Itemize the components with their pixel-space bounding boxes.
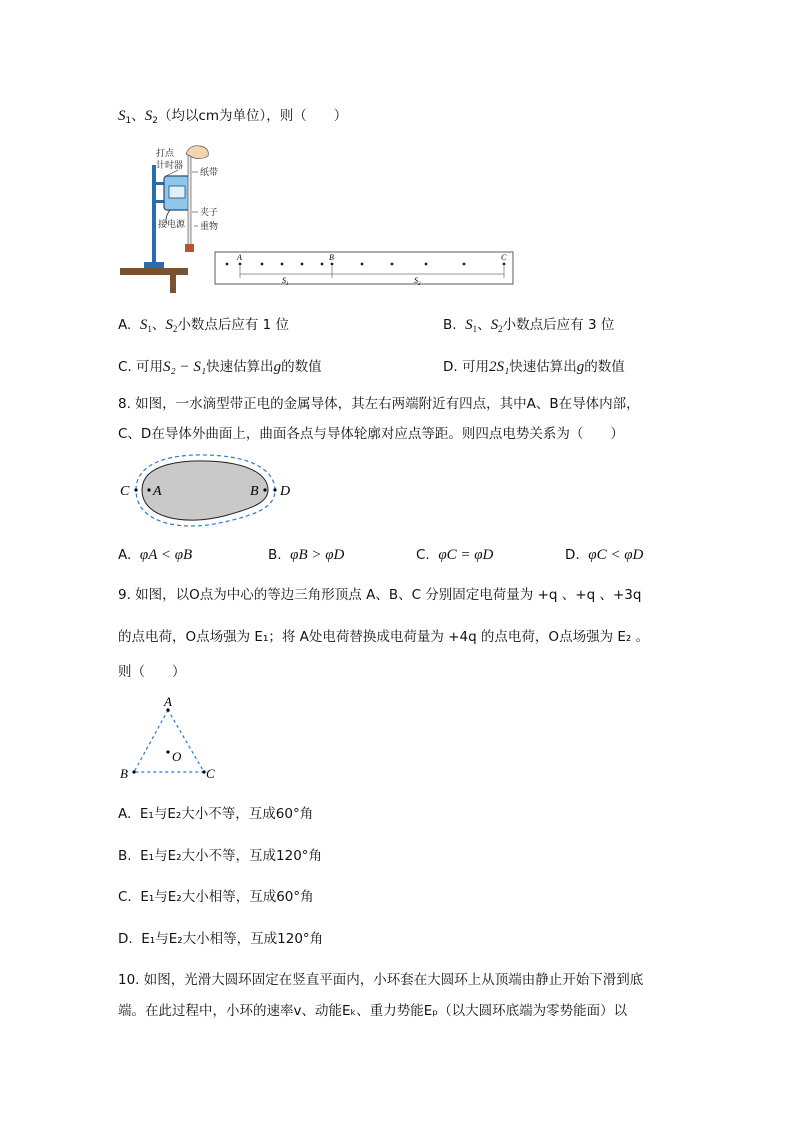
q9-stem-line3: 则（ ） xyxy=(118,664,186,680)
sub-1: 1 xyxy=(147,324,152,334)
tape-dot xyxy=(361,263,364,266)
option-text: E₁与E₂大小相等，互成60°角 xyxy=(140,889,314,905)
q7-option-a[interactable]: A. $S_1$、$S_2$小数点后应有 1 位 xyxy=(118,317,290,334)
q8-stem-line2: C、D在导体外曲面上，曲面各点与导体轮廓对应点等距。则四点电势关系为（ ） xyxy=(118,426,624,442)
label-timer-line1: 打点 xyxy=(156,149,175,159)
label-power: 接电源 xyxy=(158,220,186,230)
option-pre: 可用 xyxy=(461,359,489,375)
symbol-g: g xyxy=(576,359,585,375)
label-c: C xyxy=(120,484,130,499)
option-letter: A. xyxy=(118,317,132,333)
tape-dot-a xyxy=(239,263,242,266)
tape-outline xyxy=(215,252,513,284)
option-letter: A. xyxy=(118,806,132,822)
option-expr: φC = φD xyxy=(438,547,494,563)
label-o: O xyxy=(172,749,182,764)
s2-sub: 2 xyxy=(418,282,421,287)
q9-option-c[interactable] xyxy=(118,887,314,907)
option-text: 小数点后应有 1 位 xyxy=(177,317,290,333)
option-letter: C. xyxy=(118,889,132,905)
label-b: B xyxy=(120,766,128,781)
option-letter: D. xyxy=(118,931,133,947)
option-tail: 的数值 xyxy=(584,359,625,375)
tape-dot xyxy=(301,263,304,266)
q7-option-c[interactable] xyxy=(118,357,322,377)
option-expr: S₂ − S₁ xyxy=(163,359,207,375)
tape-dot xyxy=(391,263,394,266)
option-expr: φA < φB xyxy=(139,547,193,563)
tape-dot xyxy=(321,263,324,266)
tape-dot xyxy=(226,263,229,266)
point-b xyxy=(263,488,266,491)
tape-dots xyxy=(226,263,506,266)
tape-dot xyxy=(281,263,284,266)
option-text: 小数点后应有 3 位 xyxy=(502,317,615,333)
sub-2: 2 xyxy=(152,116,158,126)
option-expr: 2S₁ xyxy=(488,359,510,375)
symbol-s2: $S_2$ xyxy=(165,317,178,334)
label-weight: 重物 xyxy=(200,222,219,232)
option-letter: C. xyxy=(118,359,132,375)
teardrop-conductor-figure xyxy=(112,448,302,540)
q9-option-b[interactable] xyxy=(118,846,322,866)
option-letter: C. xyxy=(416,547,430,563)
option-letter: B. xyxy=(118,848,132,864)
option-tail: 的数值 xyxy=(281,359,322,375)
free-fall-apparatus-figure xyxy=(118,140,228,295)
q10-stem-line2: 端。在此过程中，小环的速率v、动能Eₖ、重力势能Eₚ（以大圆环底端为零势能面）以 xyxy=(118,1003,628,1019)
sub-2: 2 xyxy=(172,324,178,334)
triangle-outline xyxy=(134,710,204,772)
timer-window xyxy=(169,186,185,198)
tape-label-s2 xyxy=(414,276,421,287)
q8-option-c[interactable] xyxy=(416,545,493,565)
label-clamp: 夹子 xyxy=(200,208,219,218)
table-leg xyxy=(170,275,176,293)
label-b: B xyxy=(250,484,259,499)
q7-option-d[interactable] xyxy=(443,357,625,377)
q9-option-d[interactable] xyxy=(118,929,323,949)
option-text: E₁与E₂大小不等，互成60°角 xyxy=(139,806,314,822)
tape-label-a: A xyxy=(237,253,242,262)
q7-stem-tail: （均以cm为单位），则（ ） xyxy=(157,108,348,124)
point-d xyxy=(273,488,276,491)
option-expr: φB > φD xyxy=(290,547,345,563)
tape-dot xyxy=(425,263,428,266)
label-d: D xyxy=(280,484,291,499)
option-letter: D. xyxy=(565,547,580,563)
symbol-g: g xyxy=(273,359,282,375)
option-text: E₁与E₂大小不等，互成120°角 xyxy=(140,848,323,864)
symbol-s2: $S_2$ xyxy=(490,317,503,334)
separator: 、 xyxy=(131,108,145,124)
q9-stem-line2: 的点电荷，O点场强为 E₁；将 A处电荷替换成电荷量为 +4q 的点电荷，O点场强为 E₂ 。 xyxy=(118,629,650,645)
label-c: C xyxy=(206,766,215,781)
label-a: A xyxy=(153,484,162,499)
q8-option-d[interactable] xyxy=(565,545,643,565)
s1-sub: 1 xyxy=(286,282,289,287)
s1-letter: S xyxy=(282,276,286,285)
sub-1: 1 xyxy=(125,116,132,126)
option-text: 快速估算出 xyxy=(206,359,274,375)
tape-label-c: C xyxy=(501,253,507,262)
q9-option-a[interactable] xyxy=(118,804,313,824)
weight xyxy=(185,244,194,252)
symbol-s1: S xyxy=(118,108,126,124)
tape-dot xyxy=(261,263,264,266)
stand-pole xyxy=(152,165,156,263)
symbol-s1: $S_1$ xyxy=(465,317,478,334)
q7-stem xyxy=(118,106,347,131)
sub-1: 1 xyxy=(472,324,478,334)
tape-dot-b xyxy=(331,263,334,266)
label-a: A xyxy=(164,694,172,709)
paper-tape xyxy=(188,152,191,247)
option-pre: 可用 xyxy=(136,359,164,375)
option-letter: D. xyxy=(443,359,458,375)
sub-2: 2 xyxy=(498,324,503,334)
tape-figure xyxy=(214,248,516,290)
tape-label-b: B xyxy=(329,253,334,262)
vertex-b xyxy=(132,770,135,773)
symbol-s2: S xyxy=(144,108,153,124)
q9-stem-line1: 9. 如图，以O点为中心的等边三角形顶点 A、B、C 分别固定电荷量为 +q 、+q 、+3q xyxy=(118,587,642,603)
point-c xyxy=(134,488,137,491)
option-text: E₁与E₂大小相等，互成120°角 xyxy=(141,931,324,947)
q7-option-b[interactable]: B. $S_1$、$S_2$小数点后应有 3 位 xyxy=(443,317,615,334)
tape-dot xyxy=(463,263,466,266)
q8-option-b[interactable] xyxy=(268,545,344,565)
option-expr: φC < φD xyxy=(588,547,644,563)
option-letter: A. xyxy=(118,547,132,563)
tape-dot-c xyxy=(503,263,506,266)
q10-stem-line1: 10. 如图，光滑大圆环固定在竖直平面内，小环套在大圆环上从顶端由静止开始下滑到底 xyxy=(118,972,644,988)
equilateral-triangle-figure xyxy=(114,694,224,784)
label-timer-line2: 计时器 xyxy=(156,161,184,171)
label-tape: 纸带 xyxy=(200,168,219,178)
symbol-s1: $S_1$ xyxy=(139,317,152,334)
option-letter: B. xyxy=(268,547,282,563)
q8-option-a[interactable] xyxy=(118,545,192,565)
tape-label-s1 xyxy=(282,276,289,287)
option-text: 快速估算出 xyxy=(509,359,577,375)
option-letter: B. xyxy=(443,317,457,333)
q8-stem-line1: 8. 如图，一水滴型带正电的金属导体，其左右两端附近有四点，其中A、B在导体内部， xyxy=(118,396,640,412)
s2-letter: S xyxy=(414,276,418,285)
center-o xyxy=(166,750,169,753)
table-top xyxy=(120,268,188,275)
point-a xyxy=(147,488,150,491)
